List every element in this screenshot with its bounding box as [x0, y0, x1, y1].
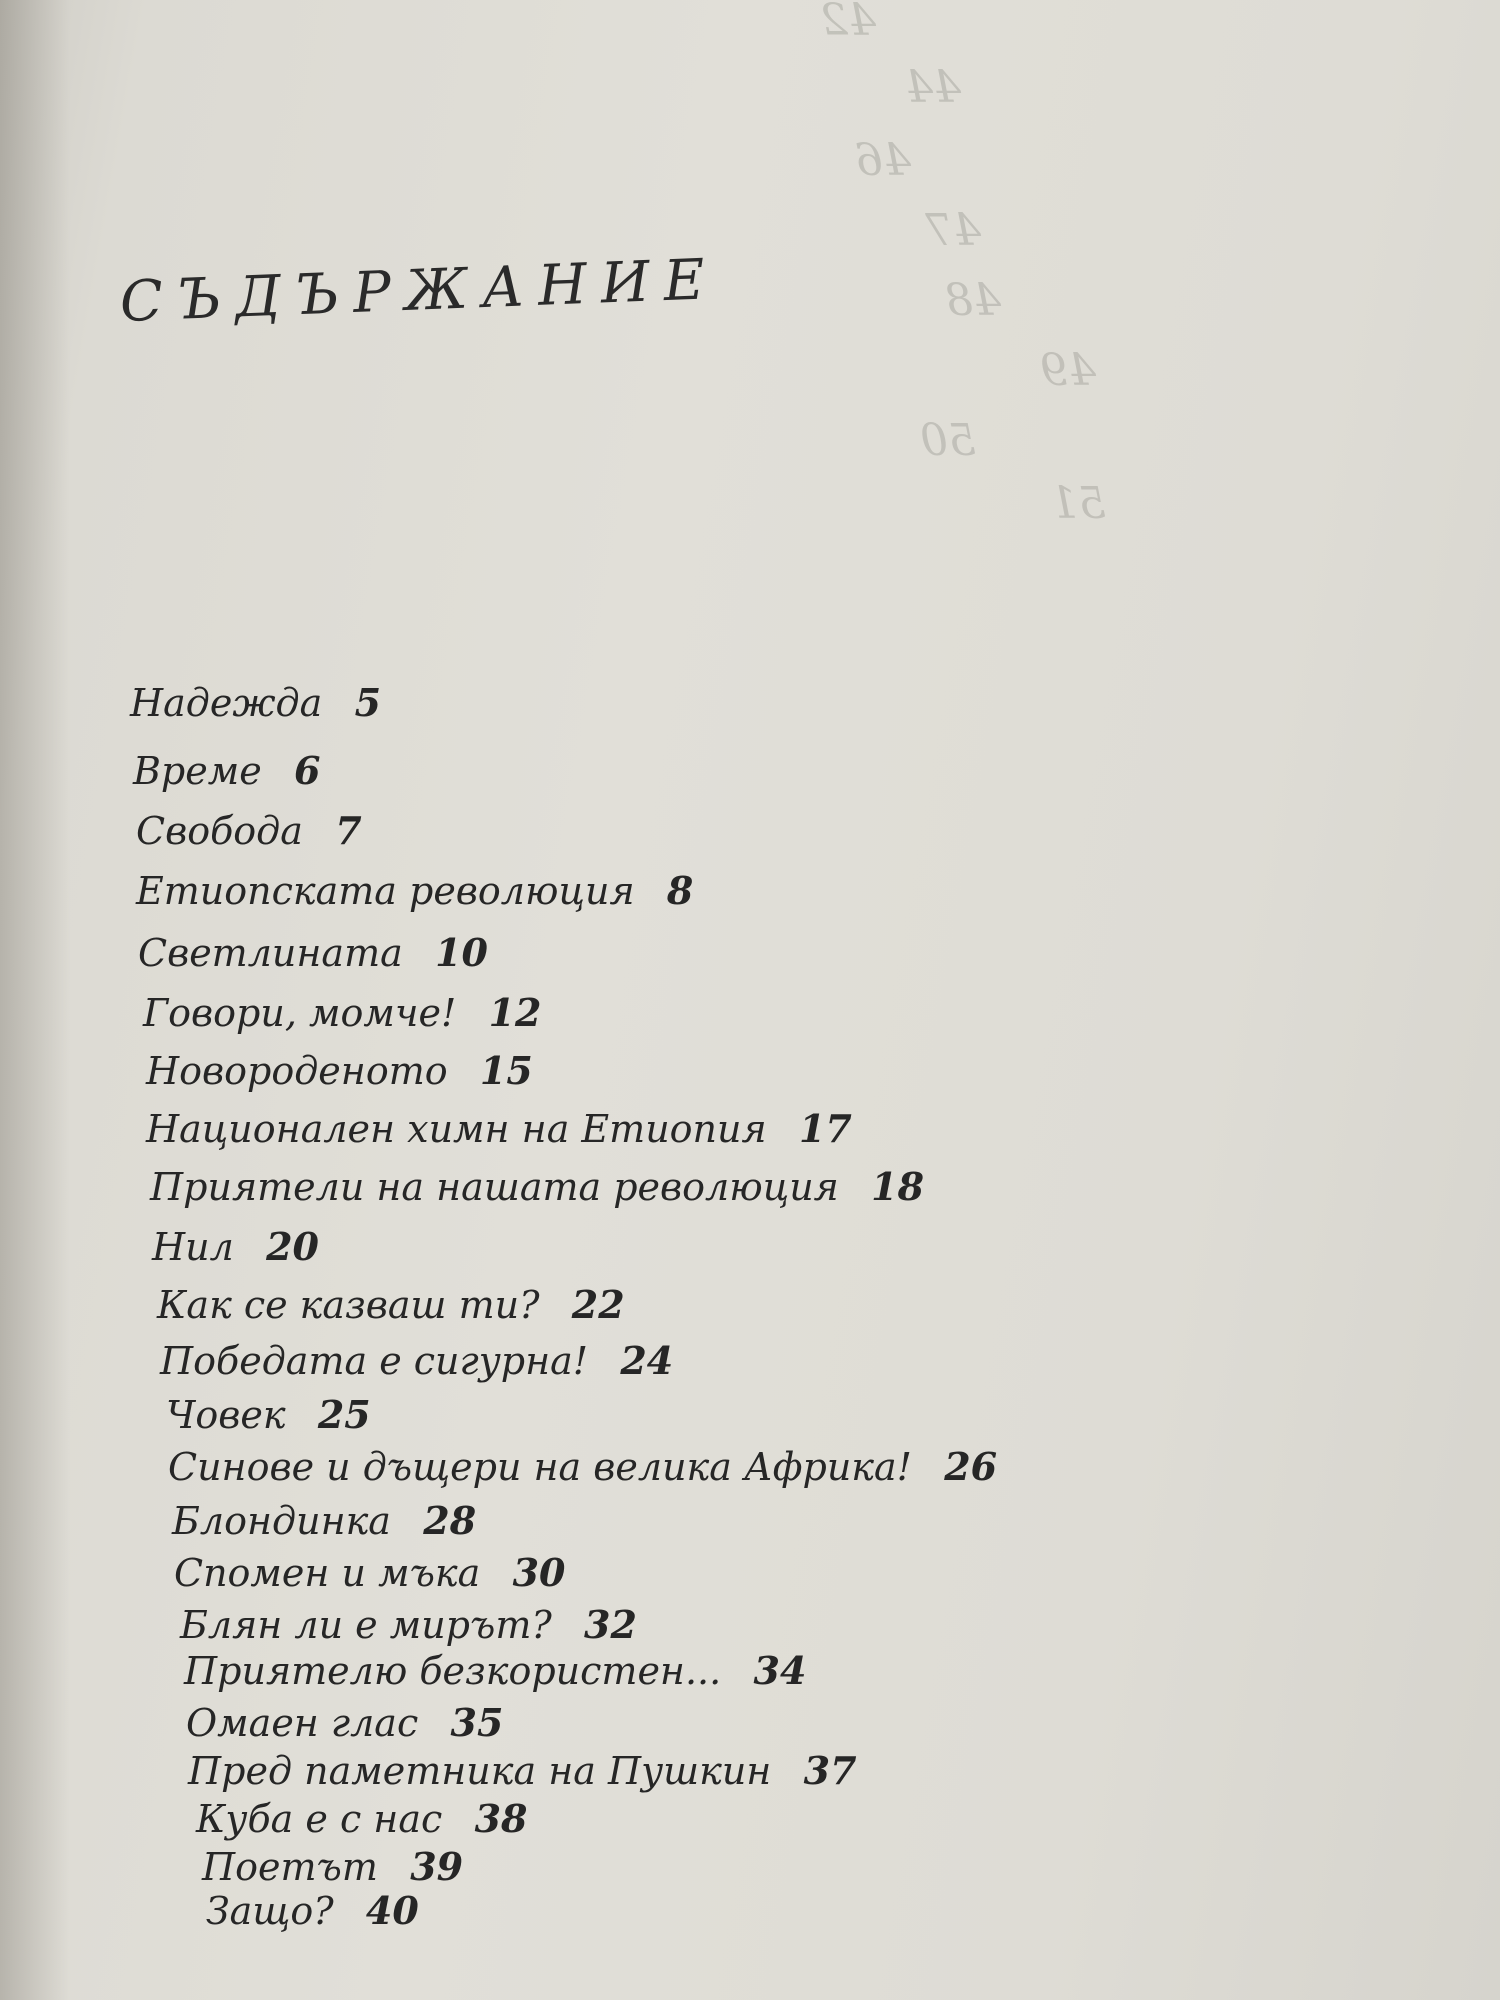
entry-page-number: 38 [474, 1796, 528, 1841]
toc-entry [168, 1444, 997, 1489]
entry-title: Синове и дъщери на велика Африка! [168, 1445, 912, 1489]
bleed-through-page-number: 51 [1050, 478, 1106, 529]
toc-entry [130, 680, 381, 725]
entry-title: Победата е сигурна! [160, 1339, 589, 1383]
entry-page-number: 30 [512, 1550, 566, 1595]
bleed-through-page-number: 47 [925, 205, 981, 256]
toc-entry [174, 1550, 565, 1595]
toc-entry [133, 748, 320, 793]
entry-page-number: 37 [803, 1748, 857, 1793]
entry-title: Блян ли е мирът? [180, 1603, 552, 1647]
entry-title: Новороденото [146, 1049, 448, 1093]
entry-page-number: 5 [354, 680, 382, 725]
toc-entry [136, 808, 362, 853]
toc-entry [138, 930, 488, 975]
entry-page-number: 18 [871, 1164, 925, 1209]
entry-page-number: 6 [294, 748, 321, 793]
entry-page-number: 35 [450, 1700, 504, 1745]
entry-page-number: 24 [620, 1338, 674, 1383]
toc-entry [146, 1106, 852, 1151]
bleed-through-page-number: 50 [920, 415, 976, 466]
toc-entry [172, 1498, 476, 1543]
entry-title: Надежда [130, 681, 323, 725]
entry-page-number: 40 [365, 1888, 419, 1933]
entry-page-number: 20 [266, 1224, 319, 1269]
entry-title: Нил [152, 1225, 234, 1269]
toc-entry [180, 1602, 637, 1647]
entry-title: Говори, момче! [143, 991, 457, 1035]
entry-title: Защо? [206, 1889, 334, 1933]
toc-entry [146, 1048, 533, 1093]
bleed-through-page-number: 46 [855, 135, 911, 186]
contents-heading: СЪДЪРЖАНИЕ [118, 247, 720, 335]
entry-page-number: 17 [798, 1106, 852, 1151]
entry-page-number: 12 [488, 990, 542, 1035]
entry-title: Куба е с нас [196, 1797, 443, 1841]
entry-page-number: 7 [335, 808, 362, 853]
entry-page-number: 32 [584, 1602, 637, 1647]
entry-title: Етиопската революция [136, 869, 635, 913]
toc-entry [136, 868, 693, 913]
entry-page-number: 8 [666, 868, 694, 913]
entry-page-number: 28 [423, 1498, 477, 1543]
toc-entry [188, 1748, 857, 1793]
entry-page-number: 25 [317, 1392, 371, 1437]
entry-title: Време [133, 749, 262, 793]
entry-title: Национален химн на Етиопия [146, 1107, 767, 1151]
entry-title: Човек [166, 1393, 286, 1437]
toc-entry [166, 1392, 371, 1437]
entry-page-number: 22 [571, 1282, 625, 1327]
toc-entry [150, 1164, 924, 1209]
entry-title: Свобода [136, 809, 303, 853]
toc-entry [160, 1338, 673, 1383]
toc-entry [157, 1282, 625, 1327]
entry-page-number: 34 [753, 1648, 807, 1693]
bleed-through-page-number: 49 [1040, 345, 1096, 396]
toc-entry [196, 1796, 527, 1841]
bleed-through-page-number: 48 [945, 275, 1001, 326]
entry-title: Омаен глас [186, 1701, 419, 1745]
entry-title: Приятели на нашата революция [150, 1165, 839, 1209]
toc-entry [143, 990, 541, 1035]
entry-title: Поетът [202, 1845, 378, 1889]
entry-title: Спомен и мъка [174, 1551, 481, 1595]
entry-page-number: 26 [944, 1444, 998, 1489]
bleed-through-page-number: 42 [820, 0, 876, 46]
entry-title: Пред паметника на Пушкин [188, 1749, 772, 1793]
entry-title: Светлината [138, 931, 403, 975]
entry-page-number: 10 [435, 930, 488, 975]
toc-entry [152, 1224, 319, 1269]
bleed-through-page-number: 44 [905, 62, 961, 113]
toc-entry [184, 1648, 806, 1693]
toc-entry [206, 1888, 419, 1933]
toc-entry [202, 1844, 463, 1889]
entry-page-number: 39 [410, 1844, 464, 1889]
entry-title: Приятелю безкористен... [184, 1649, 722, 1693]
entry-title: Блондинка [172, 1499, 391, 1543]
toc-entry [186, 1700, 503, 1745]
entry-title: Как се казваш ти? [157, 1283, 540, 1327]
entry-page-number: 15 [479, 1048, 533, 1093]
